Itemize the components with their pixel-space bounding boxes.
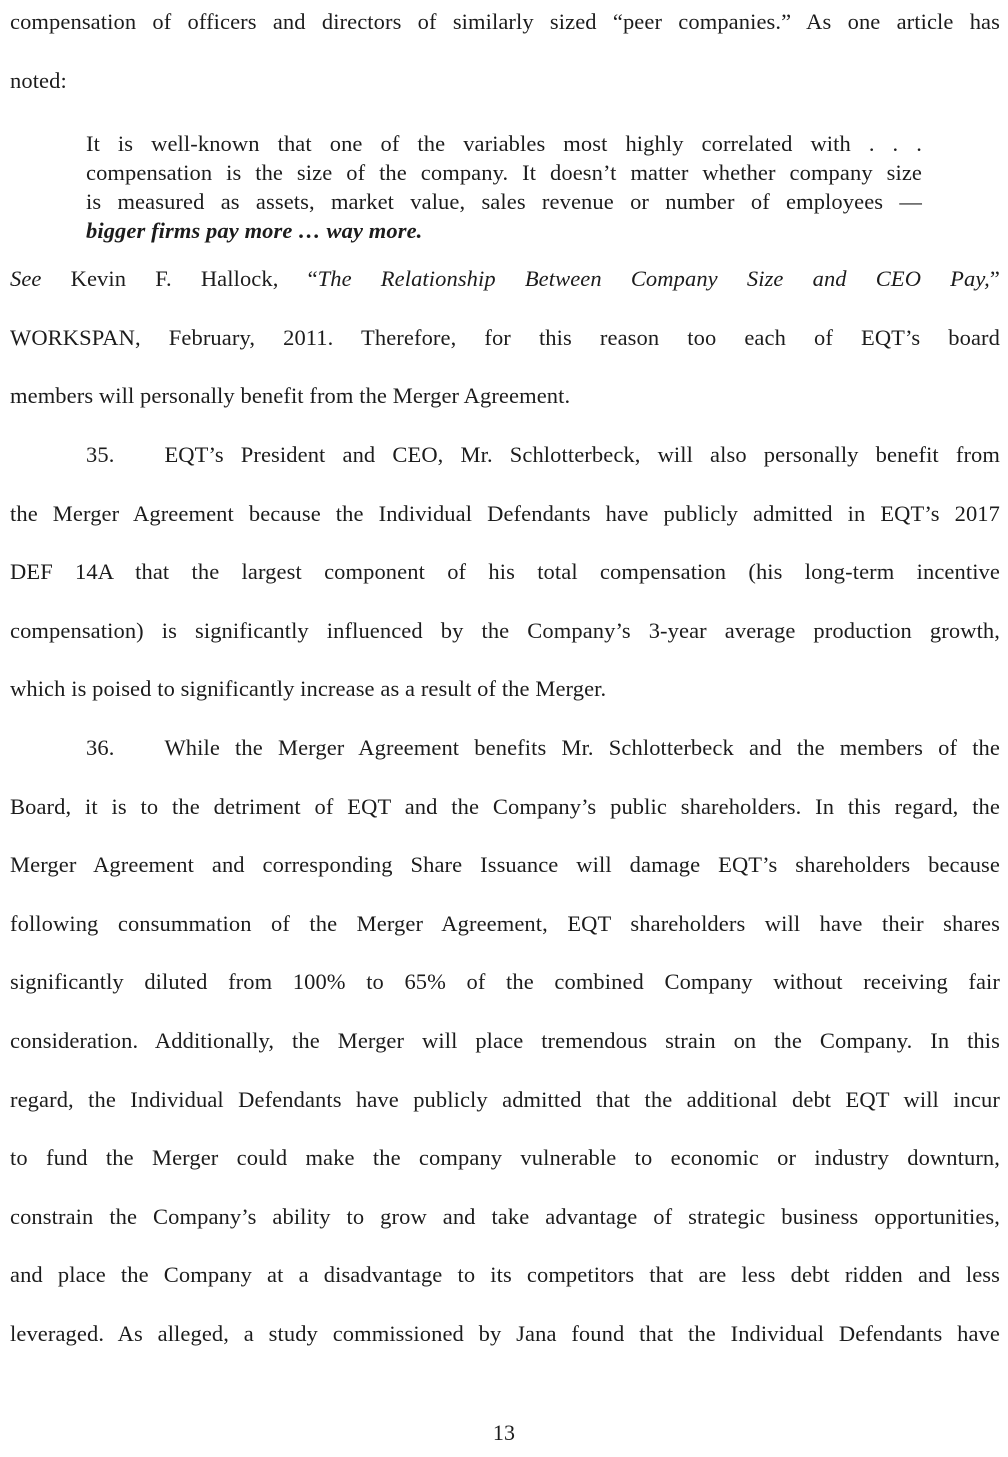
body-line: constrain the Company’s ability to grow and take advantage of strategic business opportunities,: [10, 1203, 1000, 1229]
body-line: to fund the Merger could make the company vulnerable to economic or industry downturn,: [10, 1145, 1000, 1171]
citation-close: ”: [989, 266, 1000, 292]
page-number: 13: [492, 1420, 516, 1445]
body-line: DEF 14A that the largest component of his total compensation (his long-term incentive: [10, 559, 1000, 585]
quote-line: compensation is the size of the company. It doesn’t matter whether company size: [86, 160, 922, 186]
body-line: and place the Company at a disadvantage to its competitors that are less debt ridden and less: [10, 1262, 1000, 1288]
paragraph-36-first-line: 36. While the Merger Agreement benefits Mr. Schlotterbeck and the members of the: [86, 734, 1000, 760]
body-line: following consummation of the Merger Agreement, EQT shareholders will have their shares: [10, 910, 1000, 936]
body-line: Board, it is to the detriment of EQT and the Company’s public shareholders. In this regard, the: [10, 793, 1000, 819]
body-line: noted:: [10, 67, 67, 93]
paragraph-number: 35.: [86, 441, 115, 467]
citation-signal: See: [10, 266, 42, 292]
citation-author: Kevin F. Hallock, “: [41, 266, 318, 292]
body-line: leveraged. As alleged, a study commissioned by Jana found that the Individual Defendants have: [10, 1320, 1000, 1346]
citation-title: The Relationship Between Company Size and CEO Pay,: [317, 266, 990, 292]
body-line: which is poised to significantly increase as a result of the Merger.: [10, 676, 607, 702]
quote-line: It is well-known that one of the variables most highly correlated with . . .: [86, 131, 922, 157]
body-line: compensation of officers and directors of similarly sized “peer companies.” As one article has: [10, 9, 1000, 34]
body-line: members will personally benefit from the Merger Agreement.: [10, 383, 571, 409]
paragraph-number: 36.: [86, 734, 115, 760]
citation-line: [10, 259, 1000, 318]
body-line: compensation) is significantly influenced by the Company’s 3-year average production growth,: [10, 617, 1000, 643]
quote-line: is measured as assets, market value, sales revenue or number of employees —: [86, 189, 922, 215]
body-line: consideration. Additionally, the Merger will place tremendous strain on the Company. In this: [10, 1027, 1000, 1053]
body-line: regard, the Individual Defendants have publicly admitted that the additional debt EQT will incur: [10, 1086, 1000, 1112]
block-quote: [86, 129, 922, 245]
body-line: the Merger Agreement because the Individual Defendants have publicly admitted in EQT’s 2017: [10, 500, 1000, 526]
body-line: significantly diluted from 100% to 65% of the combined Company without receiving fair: [10, 969, 1000, 995]
quote-emphasis: bigger firms pay more … way more.: [86, 218, 423, 244]
body-line: WORKSPAN, February, 2011. Therefore, for this reason too each of EQT’s board: [10, 324, 1000, 350]
paragraph-35-first-line: 35. EQT’s President and CEO, Mr. Schlotterbeck, will also personally benefit from: [86, 441, 1000, 467]
body-line: Merger Agreement and corresponding Share Issuance will damage EQT’s shareholders because: [10, 852, 1000, 878]
